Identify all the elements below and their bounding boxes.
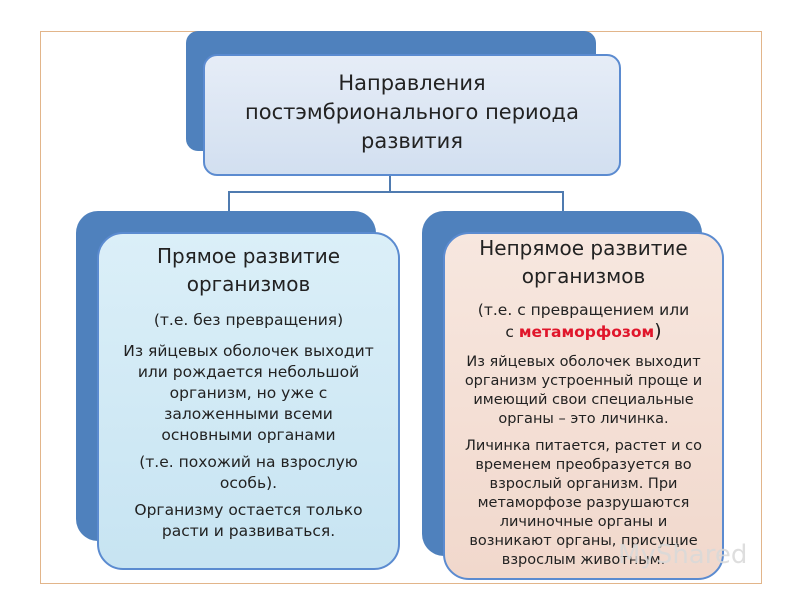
direct-development-note: (т.е. похожий на взрослую особь). <box>139 453 358 492</box>
connector-right-drop <box>562 191 564 211</box>
connector-horizontal <box>228 191 564 193</box>
direct-development-conclusion: Организму остается только расти и развиваться. <box>134 501 363 540</box>
larva-description: Личинка питается, растет и со временем преобразуется во взрослый организм. При метаморфозе разрушаются личиночные органы и возникают органы, присущие взрослым животным. <box>465 438 702 568</box>
top-title-box <box>203 54 621 176</box>
connector-vertical <box>389 176 391 192</box>
diagram-title: Направления постэмбрионального периода развития <box>245 71 579 153</box>
metamorphosis-highlight: метаморфозом <box>518 323 655 341</box>
watermark: MyShared <box>618 540 748 570</box>
indirect-development-subtitle: (т.е. с превращением или с метаморфозом) <box>477 301 690 342</box>
connector-left-drop <box>228 191 230 211</box>
direct-development-description: Из яйцевых оболочек выходит или рождается небольшой организм, но уже с заложенными всеми основными органами <box>123 342 374 444</box>
indirect-development-box <box>443 232 724 580</box>
direct-development-heading: Прямое развитие организмов <box>156 244 341 296</box>
indirect-development-heading: Непрямое развитие организмов <box>479 236 688 288</box>
indirect-development-description: Из яйцевых оболочек выходит организм устроенный проще и имеющий свои специальные органы – это личинка. <box>464 354 703 427</box>
direct-development-subtitle: (т.е. без превращения) <box>153 311 344 329</box>
direct-development-box <box>97 232 400 570</box>
